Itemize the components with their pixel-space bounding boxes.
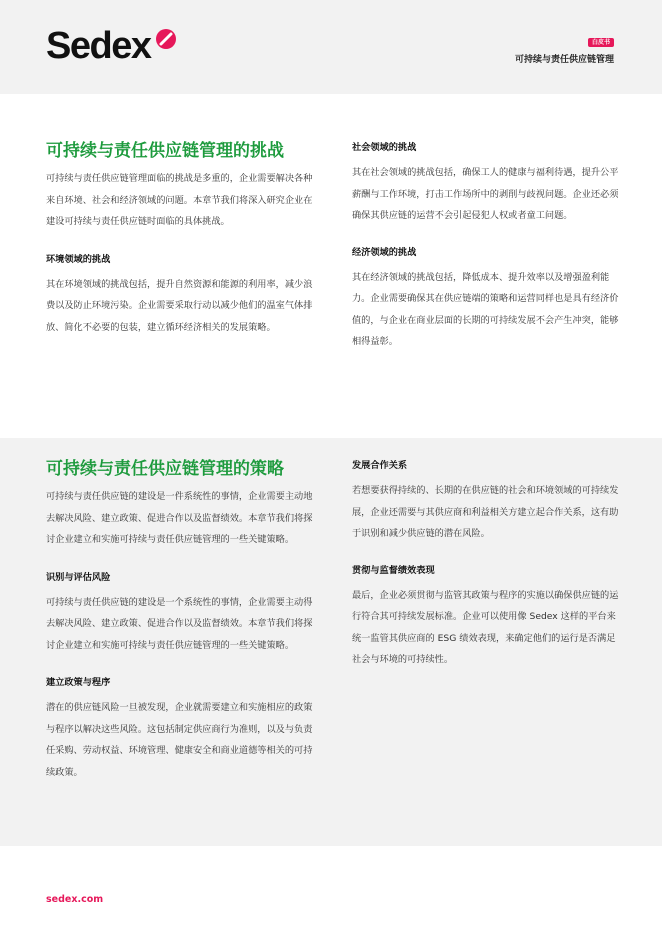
logo-accent-icon [155, 28, 177, 50]
monitor-heading: 贯彻与监督绩效表现 [352, 564, 435, 576]
header-band [0, 0, 662, 94]
econ-text: 其在经济领域的挑战包括，降低成本、提升效率以及增强盈利能力。企业需要确保其在供应链端的策略和运营同样也是具有经济价值的，与企业在商业层面的长期的可持续发展不会产生冲突，能够相得益彰。 [352, 271, 619, 347]
challenges-section [0, 94, 662, 438]
whitepaper-badge: 白皮书 [588, 38, 614, 47]
challenges-right-column [352, 142, 620, 353]
social-heading: 社会领域的挑战 [352, 142, 417, 153]
env-text: 其在环境领域的挑战包括，提升自然资源和能源的利用率，减少浪费以及防止环境污染。企业需要采取行动以减少他们的温室气体排放、简化不必要的包装，建立循环经济相关的发展策略。 [46, 278, 313, 333]
strategies-intro: 可持续与责任供应链的建设是一件系统性的事情，企业需要主动地去解决风险、建立政策、促进合作以及监督绩效。本章节我们将探讨企业建立和实施可持续与责任供应链管理的一些关键策略。 [46, 491, 313, 545]
challenges-title: 可持续与责任供应链管理的挑战 [46, 141, 284, 161]
policy-text: 潜在的供应链风险一旦被发现，企业就需要建立和实施相应的政策与程序以解决这些风险。这包括制定供应商行为准则，以及与负责任采购、劳动权益、环境管理、健康安全和商业道德等相关的可持续政策。 [46, 702, 313, 778]
strategies-right-column [352, 460, 620, 671]
strategies-left-column [46, 458, 318, 783]
sedex-logo[interactable]: Sedex [46, 25, 151, 67]
partner-heading: 发展合作关系 [352, 460, 408, 471]
strategies-title: 可持续与责任供应链管理的策略 [46, 459, 284, 479]
partner-text: 若想要获得持续的、长期的在供应链的社会和环境领域的可持续发展，企业还需要与其供应商和利益相关方建立起合作关系，这有助于识别和减少供应链的潜在风险。 [352, 485, 619, 539]
strategies-section [0, 438, 662, 846]
risk-heading: 识别与评估风险 [46, 571, 111, 583]
challenges-left-column [46, 140, 318, 338]
header-subtitle: 可持续与责任供应链管理 [514, 55, 614, 65]
footer-website-link[interactable]: sedex.com [46, 894, 104, 905]
monitor-text: 最后，企业必须贯彻与监管其政策与程序的实施以确保供应链的运行符合其可持续发展标准。企业可以使用像 Sedex 这样的平台来统一监管其供应商的 ESG 绩效表现，来确定他们的运行是否满足社会与环境的可持续性。 [352, 589, 619, 665]
econ-heading: 经济领域的挑战 [352, 246, 417, 258]
social-text: 其在社会领域的挑战包括，确保工人的健康与福利待遇，提升公平薪酬与工作环境，打击工作场所中的剥削与歧视问题。企业还必须确保其供应链的运营不会引起侵犯人权或者童工问题。 [352, 167, 619, 221]
policy-heading: 建立政策与程序 [46, 677, 111, 688]
challenges-intro: 可持续与责任供应链管理面临的挑战是多重的，企业需要解决各种来自环境、社会和经济领域的问题。本章节我们将深入研究企业在建设可持续与责任供应链时面临的具体挑战。 [46, 173, 313, 227]
env-heading: 环境领域的挑战 [46, 253, 111, 265]
risk-text: 可持续与责任供应链的建设是一个系统性的事情，企业需要主动得去解决风险、建立政策、促进合作以及监督绩效。本章节我们将探讨企业建立和实施可持续与责任供应链管理的一些关键策略。 [46, 596, 313, 651]
